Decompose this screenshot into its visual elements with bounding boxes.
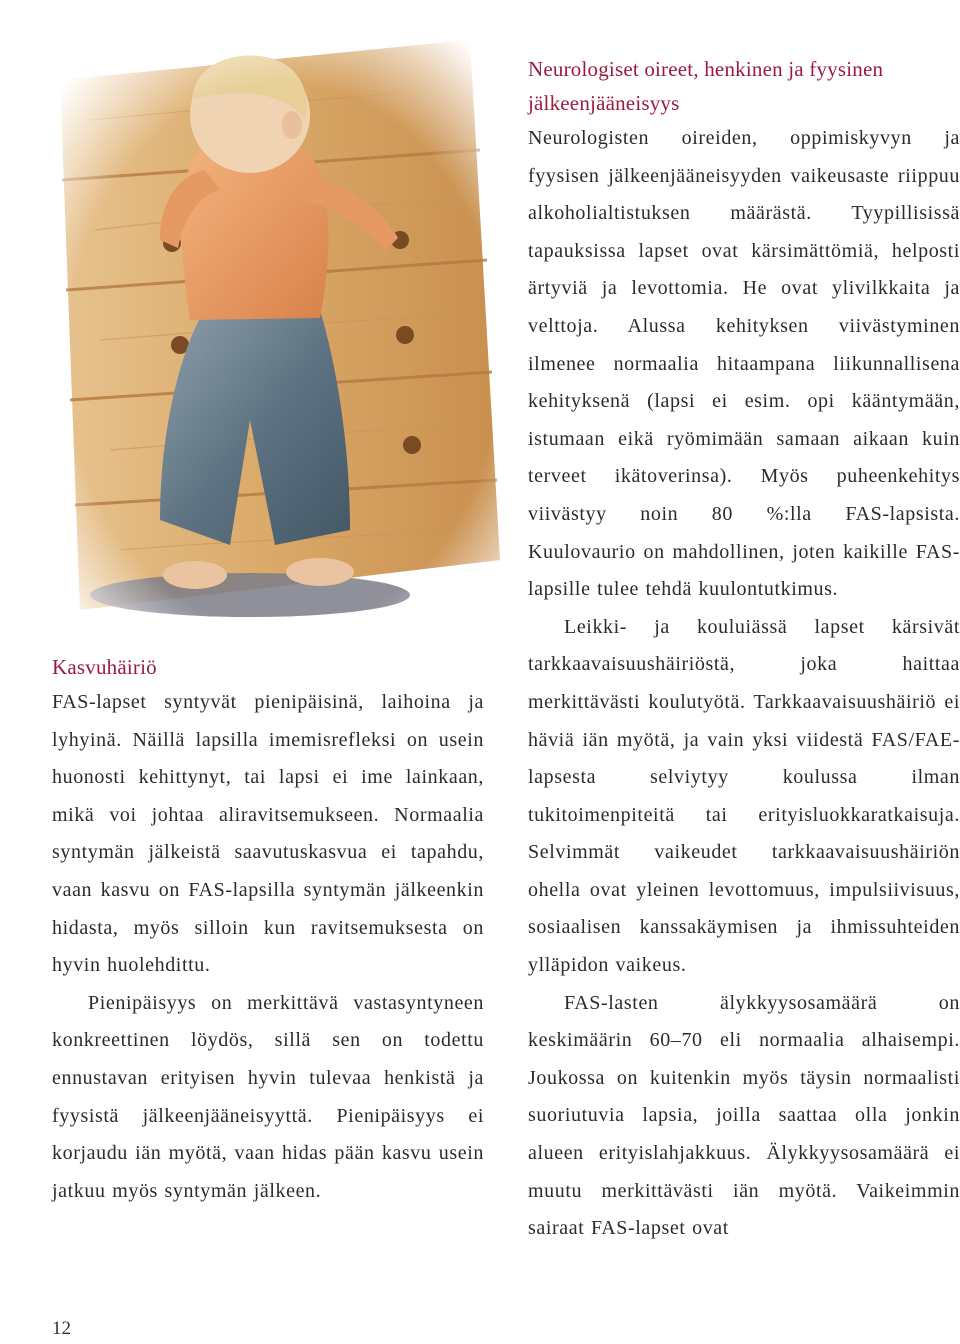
paragraph: Neurologisten oireiden, oppimiskyvyn ja fyysisen jälkeenjääneisyyden vaikeusaste riippuu alkoholialtistuksen määrästä. Tyypillisissä tapauksissa lapset ovat kärsimättömiä, helposti ärtyviä ja levottomia. He ovat ylivilkkaita ja velttoja. Alussa kehityksen viivästyminen ilmenee normaalia hitaampana liikunnallisena kehityksenä (lapsi ei esim. opi kääntymään, istumaan eikä ryömimään samaan aikaan kuin terveet ikätoverinsa). Myös puheenkehitys viivästyy noin 80 %:lla FAS-lapsista. Kuulovaurio on mahdollinen, joten kaikille FAS-lapsille tulee tehdä kuulontutkimus. — [528, 127, 960, 601]
page-number: 12 — [52, 1318, 71, 1339]
right-column — [528, 52, 960, 1248]
left-column — [52, 650, 484, 1210]
section-heading-kasvuhairio: Kasvuhäiriö — [52, 655, 157, 679]
paragraph: FAS-lapset syntyvät pienipäisinä, laihoina ja lyhyinä. Näillä lapsilla imemisrefleksi on usein huonosti kehittynyt, tai lapsi ei ime lainkaan, mikä voi johtaa aliravitsemukseen. Normaalia syntymän jälkeistä saavutuskasvua ei tapahdu, vaan kasvu on FAS-lapsilla syntymän jälkeenkin hidasta, myös silloin kun ravitsemuksesta on hyvin huolehdittu. — [52, 691, 484, 977]
paragraph: Leikki- ja kouluiässä lapset kärsivät tarkkaavaisuushäiriöstä, joka haittaa merkittävästi koulutyötä. Tarkkaavaisuushäiriö ei häviä iän myötä, ja vain yksi viidestä FAS/FAE-lapsesta selviytyy koulussa ilman tukitoimenpiteitä tai erityisluokkaratkaisuja. Selvimmät vaikeudet tarkkaavaisuushäiriön ohella ovat yleinen levottomuus, impulsiivisuus, sosiaalisen kanssakäymisen ja ihmissuhteiden ylläpidon vaikeus. — [528, 615, 960, 977]
paragraph: FAS-lasten älykkyysosamäärä on keskimäärin 60–70 eli normaalia alhaisempi. Joukossa on kuitenkin myös täysin normaalisti suoriutuvia lapsia, joilla saattaa olla jonkin alueen erityislahjakkuus. Älykkyysosamäärä ei muutu merkittävästi iän myötä. Vaikeimmin sairaat FAS-lapset ovat — [528, 991, 960, 1240]
illustration-toddler-at-dresser — [0, 0, 515, 650]
section-heading-neurologiset-oireet: Neurologiset oireet, henkinen ja fyysinen jälkeenjääneisyys — [528, 57, 884, 115]
paragraph: Pienipäisyys on merkittävä vastasyntyneen konkreettinen löydös, sillä sen on todettu ennustavan erityisen hyvin tulevaa henkistä ja fyysistä jälkeenjääneisyyttä. Pienipäisyys ei korjaudu iän myötä, vaan hidas pään kasvu usein jatkuu myös syntymän jälkeen. — [52, 991, 484, 1202]
